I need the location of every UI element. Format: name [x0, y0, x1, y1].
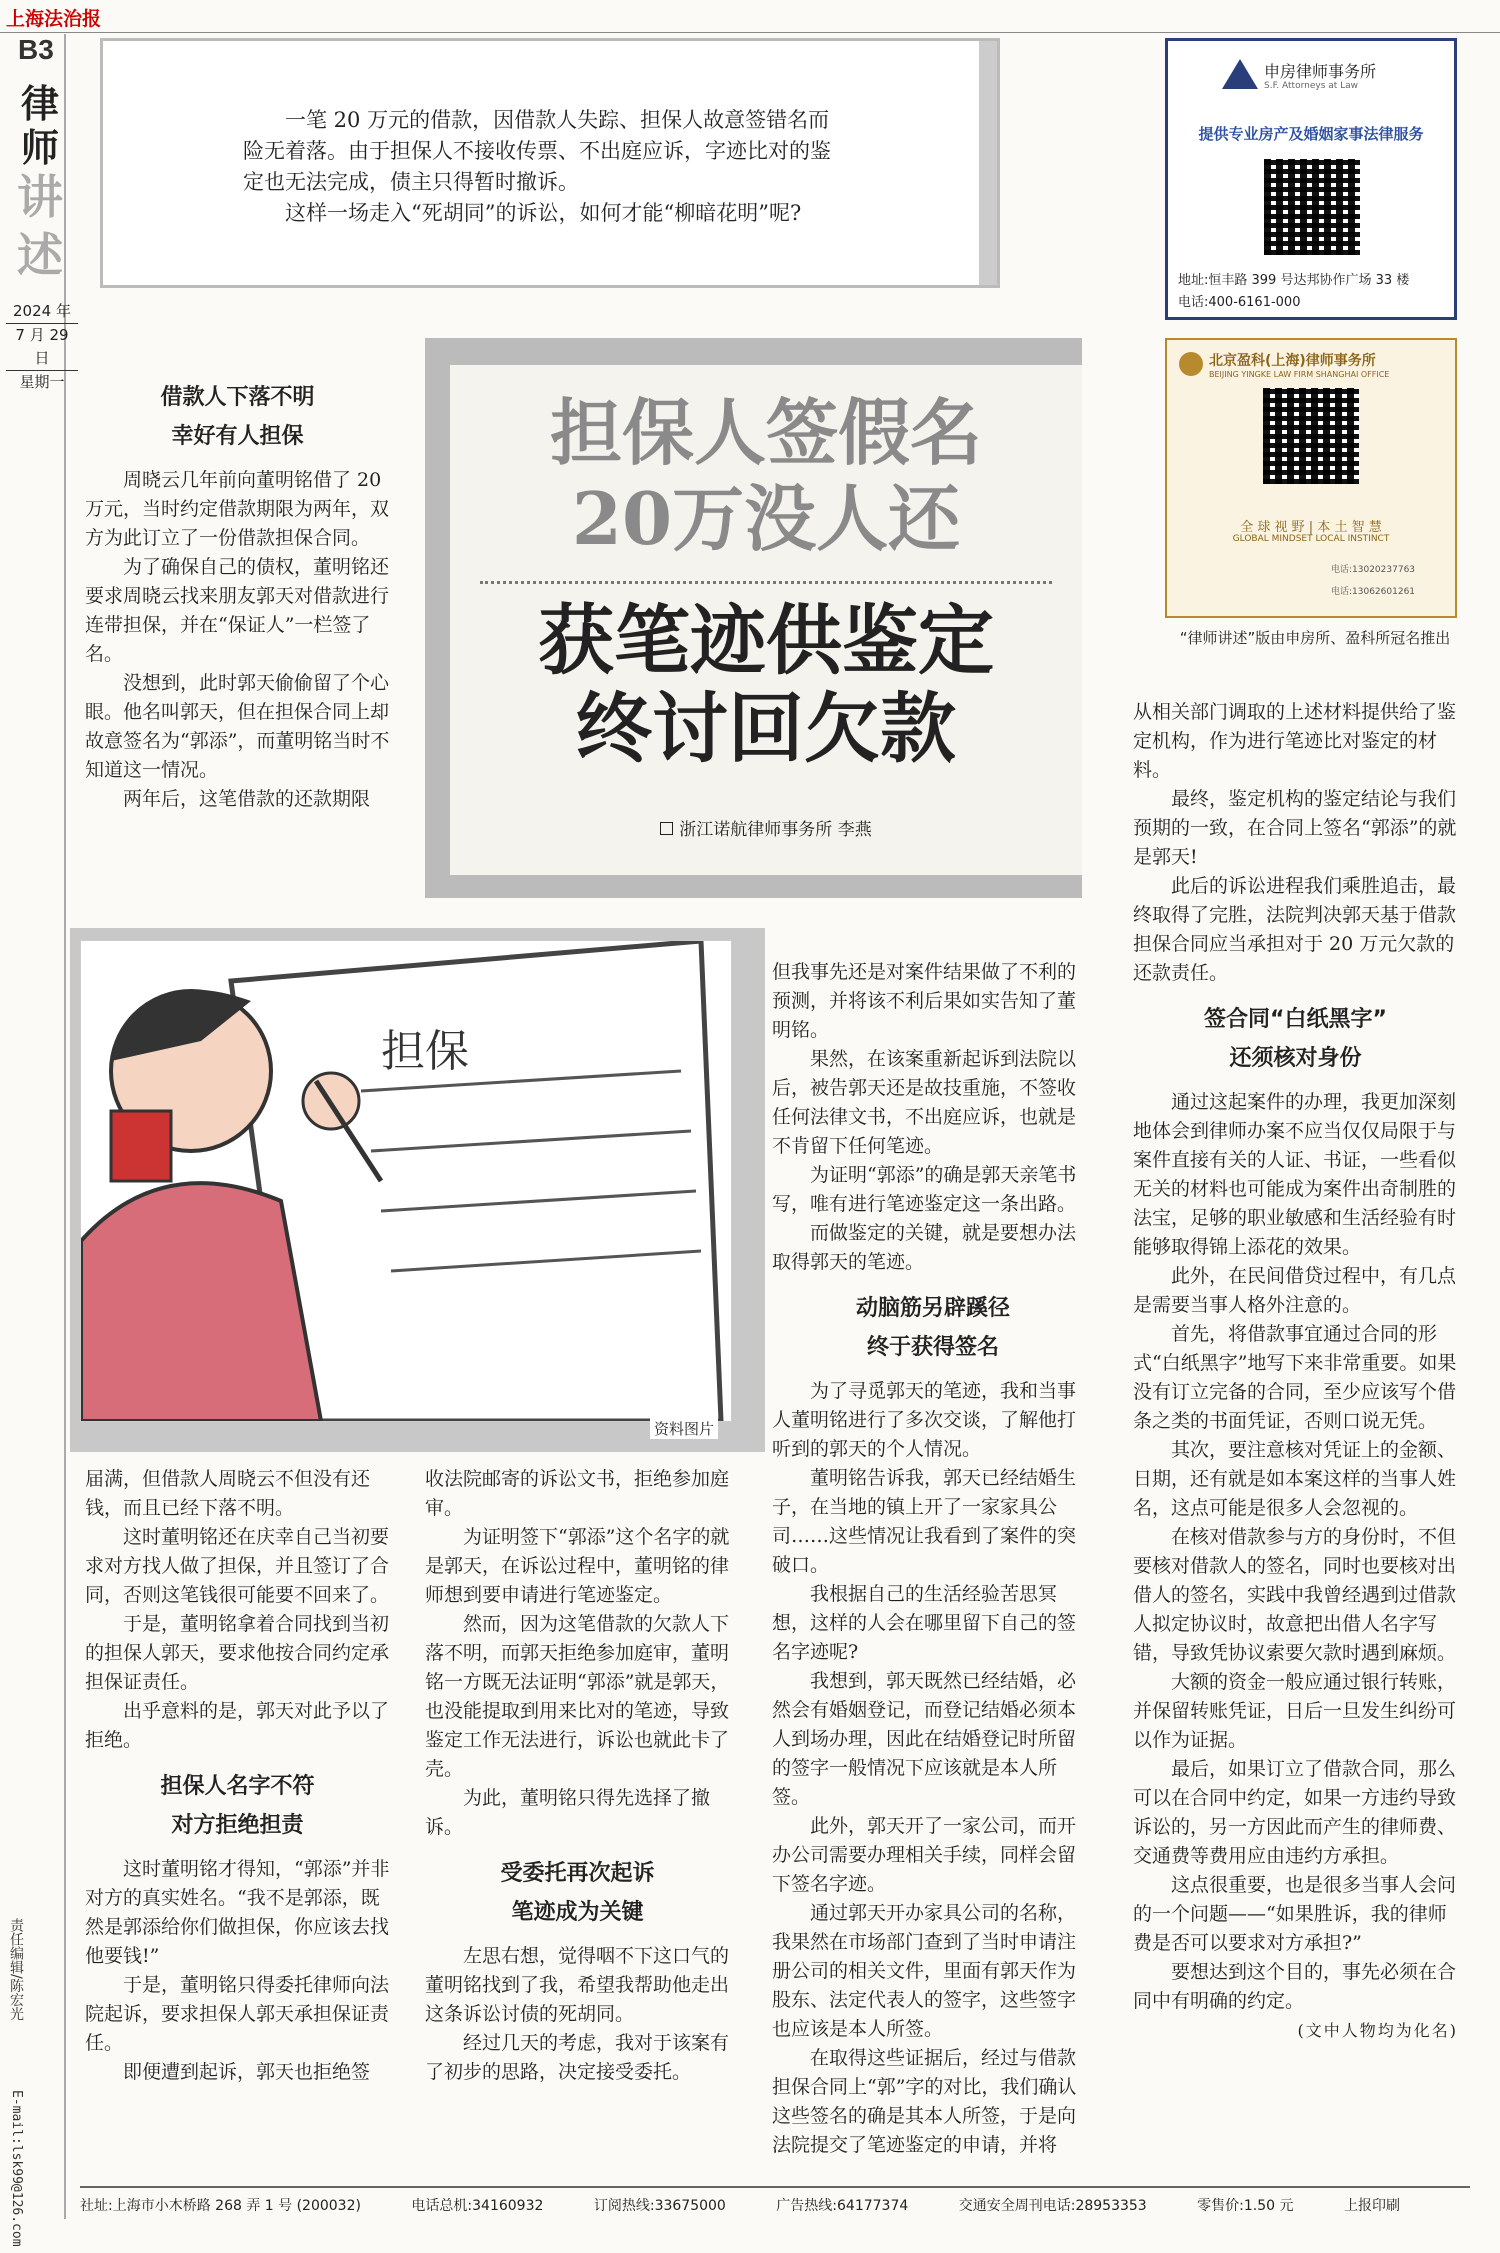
paragraph: 然而，因为这笔借款的欠款人下落不明，而郭天拒绝参加庭审，董明铭一方既无法证明“郭添”就是郭天，也没能提取到用来比对的笔迹，导致鉴定工作无法进行，诉讼也就此卡了壳。	[425, 1613, 730, 1780]
paragraph: 要想达到这个目的，事先必须在合同中有明确的约定。	[1133, 1961, 1457, 2012]
footer-traffic: 交通安全周刊电话:28953353	[958, 2198, 1147, 2214]
footer-phone: 电话总机:34160932	[411, 2198, 544, 2214]
lead-paragraph: 一笔 20 万元的借款，因借款人失踪、担保人故意签错名而险无着落。由于担保人不接收传票、不出庭应诉，字迹比对的鉴定也无法完成，债主只得暂时撤诉。	[243, 108, 831, 194]
ad-phone: 电话:13062601261	[1331, 587, 1416, 597]
paragraph: 出乎意料的是，郭天对此予以了拒绝。	[85, 1700, 390, 1751]
ad-address: 地址:恒丰路 399 号达邦协作广场 33 楼	[1178, 273, 1410, 288]
editor-email: E-mail:lsk99@126.com	[9, 2090, 24, 2247]
paragraph: 经过几天的考虑，我对于该案有了初步的思路，决定接受委托。	[425, 2032, 730, 2083]
lead-box	[100, 38, 1000, 288]
paragraph: 为了寻觅郭天的笔迹，我和当事人董明铭进行了多次交谈，了解他打听到的郭天的个人情况。	[772, 1380, 1077, 1460]
headline-line: 终讨回欠款	[576, 684, 956, 773]
subheading-line: 笔迹成为关键	[511, 1900, 644, 1925]
paragraph: 周晓云几年前向董明铭借了 20 万元，当时约定借款期限为两年，双方为此订立了一份借款担保合同。	[85, 469, 390, 549]
paragraph: 首先，将借款事宜通过合同的形式“白纸黑字”地写下来非常重要。如果没有订立完备的合同，至少应该写个借条之类的书面凭证，否则口说无凭。	[1133, 1323, 1457, 1432]
ad-phone: 电话:13020237763	[1331, 565, 1416, 575]
subheading	[85, 1767, 390, 1845]
illustration	[80, 940, 732, 1422]
byline-text: 浙江诺航律师事务所 李燕	[679, 820, 872, 840]
column-3	[772, 958, 1094, 2160]
paragraph: 最终，鉴定机构的鉴定结论与我们预期的一致，在合同上签名“郭添”的就是郭天!	[1133, 788, 1457, 868]
subheading	[85, 378, 390, 456]
shenfang-logo-icon	[1222, 59, 1258, 89]
ad-firm-en: BEIJING YINGKE LAW FIRM SHANGHAI OFFICE	[1209, 370, 1390, 379]
ad-firm-en: S.F. Attorneys at Law	[1264, 81, 1359, 91]
paragraph: 这时董明铭还在庆幸自己当初要求对方找人做了担保，并且签订了合同，否则这笔钱很可能要不回来了。	[85, 1526, 390, 1606]
paragraph: 果然，在该案重新起诉到法院以后，被告郭天还是故技重施，不签收任何法律文书，不出庭应诉，也就是不肯留下任何笔迹。	[772, 1048, 1077, 1157]
qr-code-icon	[1263, 388, 1359, 484]
byline	[450, 815, 1082, 840]
column-name-2: 讲述	[17, 170, 63, 282]
paragraph: 但我事先还是对案件结果做了不利的预测，并将该不利后果如实告知了董明铭。	[772, 961, 1077, 1041]
ad-phone: 电话:400-6161-000	[1178, 295, 1301, 310]
paragraph: 这时董明铭才得知，“郭添”并非对方的真实姓名。“我不是郭添，既然是郭添给你们做担保，你应该去找他要钱!”	[85, 1858, 390, 1967]
column-2-bottom	[425, 1465, 730, 2087]
subheading-line: 还须核对身份	[1229, 1046, 1362, 1071]
lead-text	[243, 105, 843, 229]
subheading-line: 借款人下落不明	[160, 385, 315, 410]
issue-weekday: 星期一	[19, 373, 65, 391]
paragraph: 通过郭天开办家具公司的名称，我果然在市场部门查到了当时申请注册公司的相关文件，里面有郭天作为股东、法定代表人的签字，这些签字也应该是本人所签。	[772, 1902, 1077, 2040]
headline-line: 20万没人还	[571, 476, 961, 561]
paragraph: 其次，要注意核对凭证上的金额、日期，还有就是如本案这样的当事人姓名，这点可能是很多人会忽视的。	[1133, 1439, 1457, 1519]
paragraph: 最后，如果订立了借款合同，那么可以在合同中约定，如果一方违约导致诉讼的，另一方因此而产生的律师费、交通费等费用应由违约方承担。	[1133, 1758, 1457, 1867]
paragraph: 为证明“郭添”的确是郭天亲笔书写，唯有进行笔迹鉴定这一条出路。	[772, 1164, 1077, 1215]
ad-yingke	[1165, 338, 1457, 618]
paragraph: 通过这起案件的办理，我更加深刻地体会到律师办案不应当仅仅局限于与案件直接有关的人证、书证，一些看似无关的材料也可能成为案件出奇制胜的法宝，足够的职业敏感和生活经验有时能够取得锦上添花的效果。	[1133, 1091, 1457, 1258]
ad-shenfang	[1165, 38, 1457, 320]
paragraph: 于是，董明铭只得委托律师向法院起诉，要求担保人郭天承担保证责任。	[85, 1974, 390, 2054]
paragraph: 我想到，郭天既然已经结婚，必然会有婚姻登记，而登记结婚必须本人到场办理，因此在结婚登记时所留的签字一般情况下应该就是本人所签。	[772, 1670, 1077, 1808]
paragraph: 即便遭到起诉，郭天也拒绝签	[123, 2061, 371, 2083]
paragraph: 大额的资金一般应通过银行转账，并保留转账凭证，日后一旦发生纠纷可以作为证据。	[1133, 1671, 1457, 1751]
issue-day: 7 月 29 日	[6, 323, 78, 371]
paragraph: 而做鉴定的关键，就是要想办法取得郭天的笔迹。	[772, 1222, 1077, 1273]
subheading-line: 幸好有人担保	[171, 424, 304, 449]
ad-motto-en: GLOBAL MINDSET LOCAL INSTINCT	[1232, 534, 1390, 544]
column-name: 律师	[20, 82, 59, 170]
subheading	[1133, 1000, 1458, 1078]
column-4	[1133, 698, 1458, 2045]
headline-line: 获笔迹供鉴定	[538, 596, 994, 685]
paragraph: 为证明签下“郭添”这个名字的就是郭天，在诉讼过程中，董明铭的律师想到要申请进行笔迹鉴定。	[425, 1526, 730, 1606]
issue-year: 2024 年	[13, 302, 71, 320]
column-1-top	[85, 378, 390, 814]
paragraph: 为了确保自己的债权，董明铭还要求周晓云找来朋友郭天对借款进行连带担保，并在“保证人”一栏签了名。	[85, 556, 390, 665]
paragraph: 于是，董明铭拿着合同找到当初的担保人郭天，要求他按合同约定承担保证责任。	[85, 1613, 390, 1693]
paragraph: 两年后，这笔借款的还款期限	[123, 788, 371, 810]
headline-lower	[450, 597, 1082, 773]
paragraph: 从相关部门调取的上述材料提供给了鉴定机构，作为进行笔迹比对鉴定的材料。	[1133, 701, 1457, 781]
footer-printer: 上报印刷	[1343, 2198, 1400, 2214]
issue-date	[6, 300, 78, 394]
subheading-line: 受委托再次起诉	[500, 1861, 655, 1886]
paragraph: 此外，在民间借贷过程中，有几点是需要当事人格外注意的。	[1133, 1265, 1457, 1316]
subheading-line: 动脑筋另辟蹊径	[855, 1296, 1010, 1321]
footer-address: 社址:上海市小木桥路 268 弄 1 号 (200032)	[80, 2198, 361, 2214]
paragraph: 在核对借款参与方的身份时，不但要核对借款人的签名，同时也要核对出借人的签名，实践中我曾经遇到过借款人拟定协议时，故意把出借人名字写错，导致凭协议索要欠款时遇到麻烦。	[1133, 1526, 1457, 1664]
ad-firm-name: 申房律师事务所	[1264, 62, 1377, 81]
paragraph: 左思右想，觉得咽不下这口气的董明铭找到了我，希望我帮助他走出这条诉讼讨债的死胡同。	[425, 1945, 730, 2025]
paragraph: 此外，郭天开了一家公司，而开办公司需要办理相关手续，同样会留下签名字迹。	[772, 1815, 1077, 1895]
masthead-logo: 上海法治报	[6, 8, 102, 30]
author-note: (文中人物均为化名)	[1297, 2021, 1458, 2040]
yingke-logo-icon	[1179, 352, 1203, 376]
ad-slogan: 提供专业房产及婚姻家事法律服务	[1198, 125, 1424, 143]
footer-price: 零售价:1.50 元	[1197, 2198, 1294, 2214]
lead-box-shadow	[979, 41, 997, 285]
headline-divider	[480, 581, 1052, 584]
footer-rule	[80, 2186, 1470, 2188]
subheading-line: 对方拒绝担责	[171, 1813, 304, 1838]
paragraph: 在取得这些证据后，经过与借款担保合同上“郭”字的对比，我们确认这些签名的确是其本人所签，于是向法院提交了笔迹鉴定的申请，并将	[772, 2047, 1077, 2156]
paragraph: 此后的诉讼进程我们乘胜追击，最终取得了完胜，法院判决郭天基于借款担保合同应当承担对于 20 万元欠款的还款责任。	[1133, 875, 1457, 984]
page-number: B3	[18, 34, 54, 65]
paragraph: 届满，但借款人周晓云不但没有还钱，而且已经下落不明。	[85, 1468, 371, 1519]
cartoon-guarantor-icon	[81, 941, 731, 1421]
column-1-bottom	[85, 1465, 390, 2087]
paragraph: 我根据自己的生活经验苦思冥想，这样的人会在哪里留下自己的签名字迹呢?	[772, 1583, 1077, 1663]
editor-credit: 责任编辑/陈宏光	[8, 1918, 24, 2021]
subheading-line: 签合同“白纸黑字”	[1204, 1007, 1387, 1032]
headline-line: 担保人签假名	[549, 390, 982, 475]
byline-box-icon	[660, 822, 673, 835]
paragraph: 为此，董明铭只得先选择了撤诉。	[425, 1787, 711, 1838]
ad-caption: “律师讲述”版由申房所、盈科所冠名推出	[1179, 629, 1451, 647]
paragraph: 这点很重要，也是很多当事人会问的一个问题——“如果胜诉，我的律师费是否可以要求对方承担?”	[1133, 1874, 1457, 1954]
qr-code-icon	[1264, 159, 1360, 255]
paragraph: 没想到，此时郭天偷偷留了个心眼。他名叫郭天，但在担保合同上却故意签名为“郭添”，而董明铭当时不知道这一情况。	[85, 672, 390, 781]
footer-subscribe: 订阅热线:33675000	[593, 2198, 726, 2214]
headline-upper	[450, 390, 1082, 562]
footer	[80, 2195, 1480, 2215]
ad-motto: 全 球 视 野 | 本 土 智 慧	[1240, 520, 1382, 535]
top-rule	[0, 32, 1500, 33]
footer-ads: 广告热线:64177374	[776, 2198, 909, 2214]
paragraph: 董明铭告诉我，郭天已经结婚生子，在当地的镇上开了一家家具公司……这些情况让我看到了案件的突破口。	[772, 1467, 1077, 1576]
paragraph: 收法院邮寄的诉讼文书，拒绝参加庭审。	[425, 1468, 730, 1519]
subheading	[425, 1854, 730, 1932]
photo-caption: 资料图片	[650, 1418, 718, 1439]
subheading	[772, 1289, 1094, 1367]
lead-paragraph: 这样一场走入“死胡同”的诉讼，如何才能“柳暗花明”呢?	[285, 201, 802, 225]
sign-text: 担保	[381, 1026, 469, 1077]
headline	[450, 365, 1082, 875]
subheading-line: 担保人名字不符	[160, 1774, 315, 1799]
subheading-line: 终于获得签名	[866, 1335, 999, 1360]
ad-firm-name: 北京盈科(上海)律师事务所	[1209, 353, 1376, 369]
